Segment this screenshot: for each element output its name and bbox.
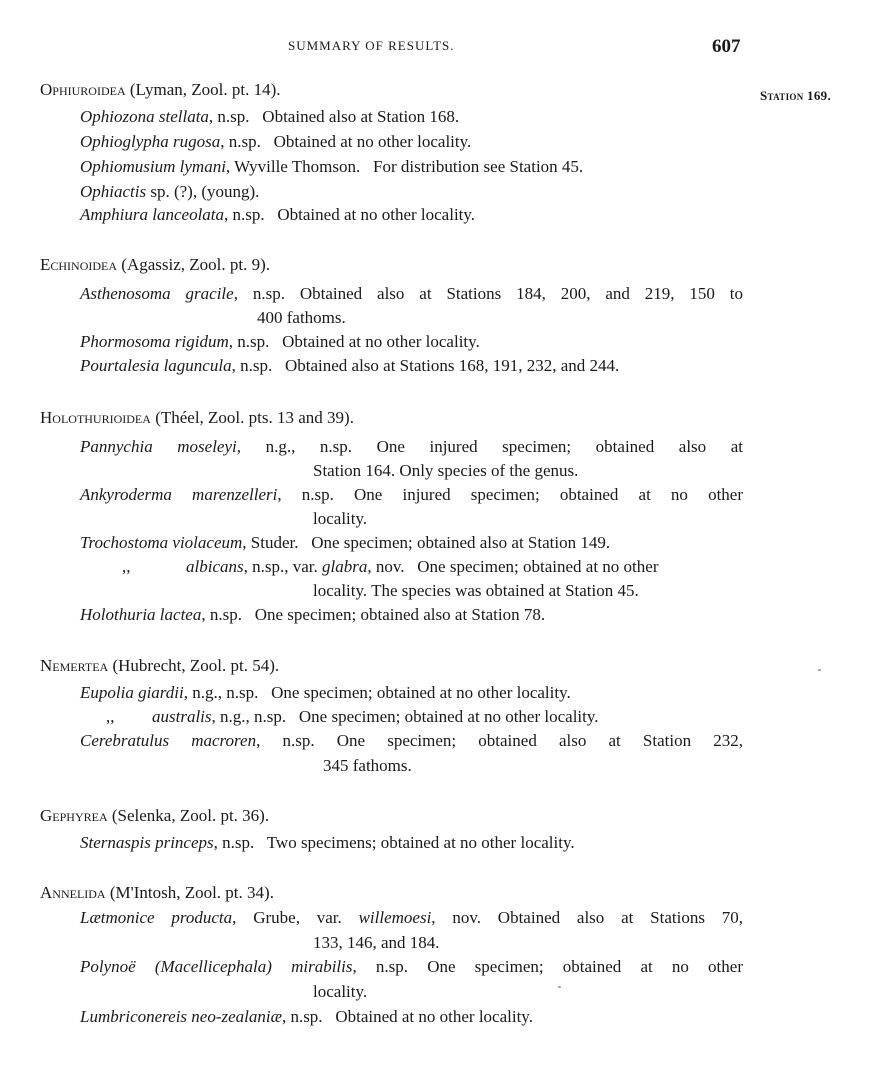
species-entry: Ophiozona stellata, n.sp. Obtained also at Station 168. (80, 107, 460, 126)
entry-continuation: 400 fathoms. (257, 308, 346, 327)
species-entry: Pourtalesia laguncula, n.sp. Obtained also at Stations 168, 191, 232, and 244. (80, 356, 620, 375)
entry-continuation: locality. (313, 982, 368, 1001)
species-entry: Cerebratulus macroren, n.sp. One specimen; obtained also at Station 232, (80, 731, 743, 750)
species-entry: Ophioglypha rugosa, n.sp. Obtained at no other locality. (80, 132, 472, 151)
species-entry: Holothuria lactea, n.sp. One specimen; obtained also at Station 78. (80, 605, 546, 624)
species-entry: ,, australis, n.g., n.sp. One specimen; obtained at no other locality. (106, 707, 599, 726)
species-entry: Pannychia moseleyi, n.g., n.sp. One injured specimen; obtained also at (80, 437, 743, 456)
running-head: SUMMARY OF RESULTS. (288, 38, 455, 53)
scan-speck (558, 986, 561, 988)
species-entry: Amphiura lanceolata, n.sp. Obtained at no other locality. (80, 205, 476, 224)
species-entry: Sternaspis princeps, n.sp. Two specimens; obtained at no other locality. (80, 833, 575, 852)
group-heading: Echinoidea (Agassiz, Zool. pt. 9). (40, 255, 271, 274)
entry-continuation: 133, 146, and 184. (313, 933, 440, 952)
species-entry: Ophiomusium lymani, Wyville Thomson. For distribution see Station 45. (80, 157, 584, 176)
group-heading: Gephyrea (Selenka, Zool. pt. 36). (40, 806, 270, 825)
species-entry: Trochostoma violaceum, Studer. One specimen; obtained also at Station 149. (80, 533, 611, 552)
species-entry: Phormosoma rigidum, n.sp. Obtained at no other locality. (80, 332, 480, 351)
entry-continuation: 345 fathoms. (323, 756, 412, 775)
species-entry: Polynoë (Macellicephala) mirabilis, n.sp. One specimen; obtained at no other (80, 957, 743, 976)
entry-continuation: Station 164. Only species of the genus. (313, 461, 579, 480)
species-entry: ,, albicans, n.sp., var. glabra, nov. One specimen; obtained at no other (122, 557, 659, 576)
species-entry: Asthenosoma gracile, n.sp. Obtained also at Stations 184, 200, and 219, 150 to (80, 284, 744, 303)
station-note: Station 169. (760, 88, 832, 103)
species-entry: Ophiactis sp. (?), (young). (80, 182, 260, 201)
scan-speck (818, 669, 821, 671)
species-entry: Eupolia giardii, n.g., n.sp. One specimen; obtained at no other locality. (80, 683, 571, 702)
species-entry: Lætmonice producta, Grube, var. willemoesi, nov. Obtained also at Stations 70, (80, 908, 743, 927)
group-heading: Annelida (M'Intosh, Zool. pt. 34). (40, 883, 274, 902)
group-heading: Holothurioidea (Théel, Zool. pts. 13 and 39). (40, 408, 354, 427)
entry-continuation: locality. (313, 509, 368, 528)
species-entry: Lumbriconereis neo-zealaniæ, n.sp. Obtained at no other locality. (80, 1007, 533, 1026)
group-heading: Nemertea (Hubrecht, Zool. pt. 54). (40, 656, 280, 675)
page-number: 607 (712, 36, 741, 57)
group-heading: Ophiuroidea (Lyman, Zool. pt. 14). (40, 80, 281, 99)
entry-continuation: locality. The species was obtained at Station 45. (313, 581, 639, 600)
species-entry: Ankyroderma marenzelleri, n.sp. One injured specimen; obtained at no other (80, 485, 744, 504)
